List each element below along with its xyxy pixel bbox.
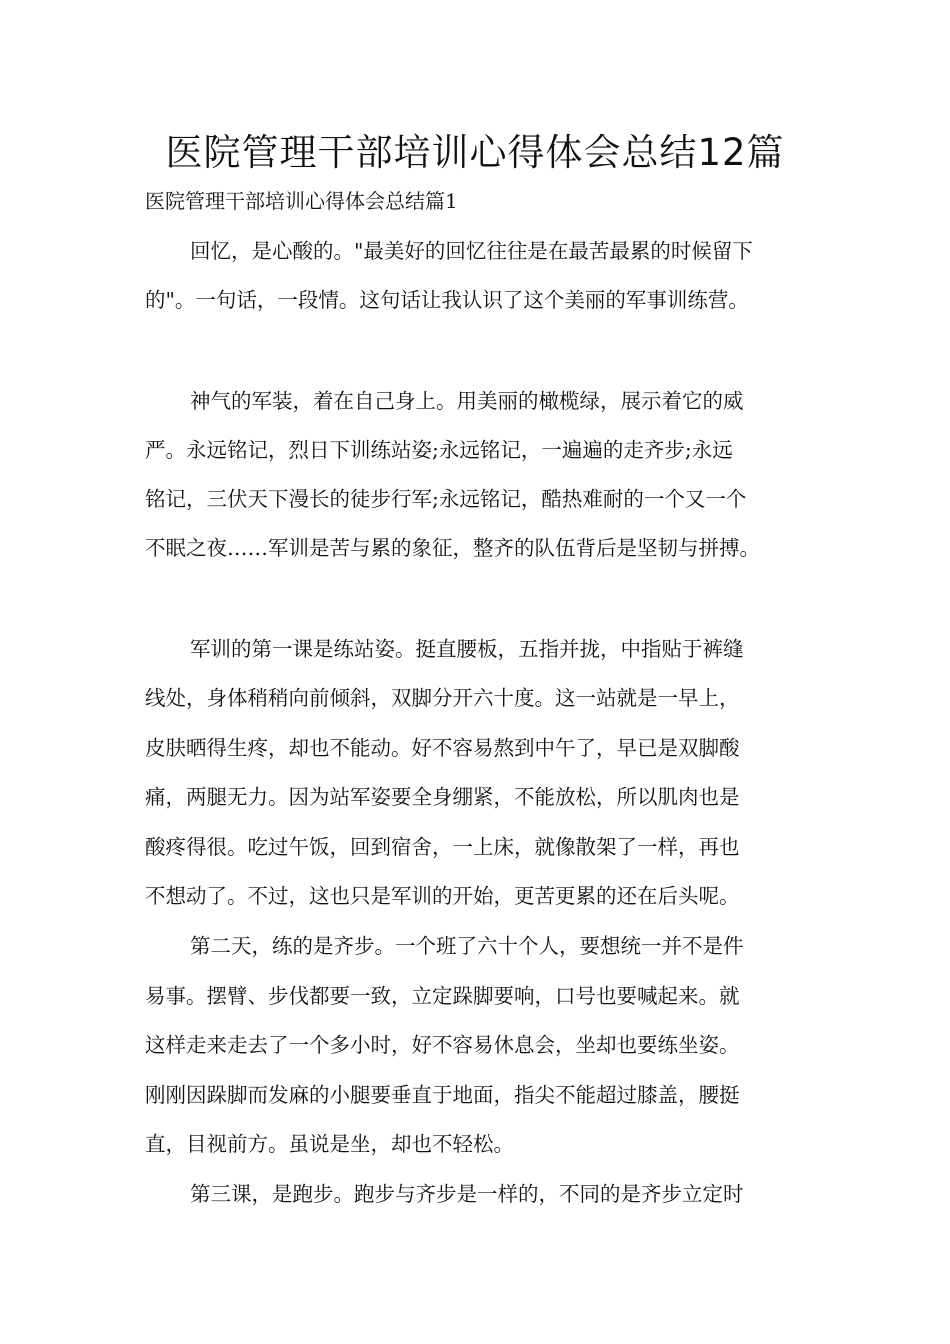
paragraph-4-line-5: 直，目视前方。虽说是坐，却也不轻松。 xyxy=(145,1132,514,1156)
paragraph-3-line-5: 酸疼得很。吃过午饭，回到宿舍，一上床，就像散架了一样，再也 xyxy=(145,835,740,859)
paragraph-1-line-1: 回忆，是心酸的。"最美好的回忆往往是在最苦最累的时候留下 xyxy=(190,239,753,263)
paragraph-4-line-3: 这样走来走去了一个多小时，好不容易休息会，坐却也要练坐姿。 xyxy=(145,1033,740,1057)
paragraph-2-line-2: 严。永远铭记，烈日下训练站姿;永远铭记，一遍遍的走齐步;永远 xyxy=(145,438,733,462)
paragraph-3-line-4: 痛，两腿无力。因为站军姿要全身绷紧，不能放松，所以肌肉也是 xyxy=(145,785,740,809)
paragraph-3-line-3: 皮肤晒得生疼，却也不能动。好不容易熬到中午了，早已是双脚酸 xyxy=(145,736,740,760)
paragraph-5-line-1: 第三课，是跑步。跑步与齐步是一样的，不同的是齐步立定时 xyxy=(190,1182,744,1206)
paragraph-4-line-1: 第二天，练的是齐步。一个班了六十个人，要想统一并不是件 xyxy=(190,934,744,958)
paragraph-3-line-2: 线处，身体稍稍向前倾斜，双脚分开六十度。这一站就是一早上， xyxy=(145,686,740,710)
paragraph-3-line-1: 军训的第一课是练站姿。挺直腰板，五指并拢，中指贴于裤缝 xyxy=(190,637,744,661)
paragraph-4-line-2: 易事。摆臂、步伐都要一致，立定跺脚要响，口号也要喊起来。就 xyxy=(145,984,740,1008)
paragraph-3-line-6: 不想动了。不过，这也只是军训的开始，更苦更累的还在后头呢。 xyxy=(145,884,740,908)
document-title: 医院管理干部培训心得体会总结12篇 xyxy=(165,131,785,174)
paragraph-4-line-4: 刚刚因跺脚而发麻的小腿要垂直于地面，指尖不能超过膝盖，腰挺 xyxy=(145,1083,740,1107)
paragraph-1-line-2: 的"。一句话，一段情。这句话让我认识了这个美丽的军事训练营。 xyxy=(145,288,749,312)
paragraph-2-line-3: 铭记，三伏天下漫长的徒步行军;永远铭记，酷热难耐的一个又一个 xyxy=(145,487,747,511)
paragraph-2-line-4: 不眠之夜……军训是苦与累的象征，整齐的队伍背后是坚韧与拼搏。 xyxy=(145,536,760,560)
paragraph-2-line-1: 神气的军装，着在自己身上。用美丽的橄榄绿，展示着它的威 xyxy=(190,389,744,413)
document-subtitle: 医院管理干部培训心得体会总结篇1 xyxy=(145,189,458,213)
